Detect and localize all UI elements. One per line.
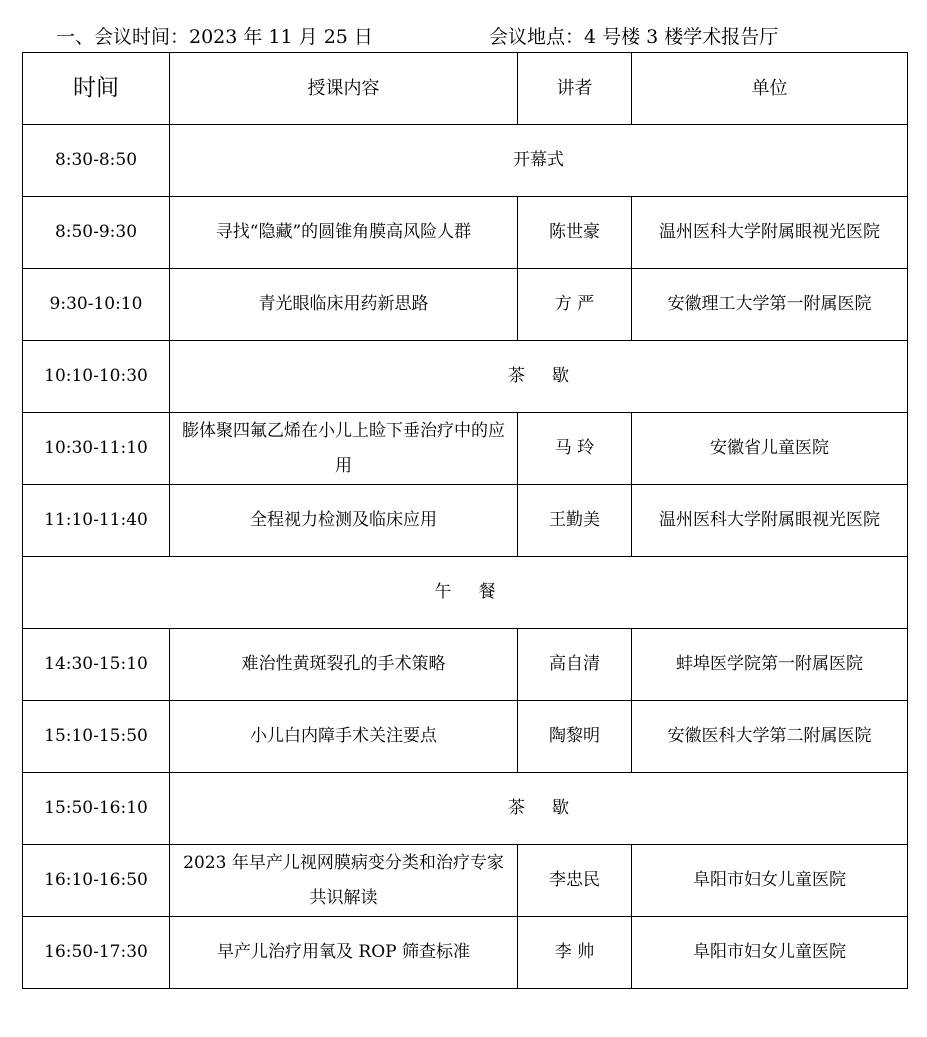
speaker-cell: 陶黎明 [518, 701, 632, 773]
column-header-topic: 授课内容 [170, 53, 518, 125]
time-cell: 16:50-17:30 [23, 917, 170, 989]
time-cell: 16:10-16:50 [23, 845, 170, 917]
speaker-cell: 高自清 [518, 629, 632, 701]
table-row [23, 629, 908, 701]
speaker-cell: 李忠民 [518, 845, 632, 917]
table-row [23, 341, 908, 413]
unit-cell: 阜阳市妇女儿童医院 [632, 845, 908, 917]
table-row [23, 557, 908, 629]
speaker-cell: 王勤美 [518, 485, 632, 557]
topic-cell: 青光眼临床用药新思路 [170, 269, 518, 341]
speaker-cell: 李 帅 [518, 917, 632, 989]
time-cell: 15:50-16:10 [23, 773, 170, 845]
table-row [23, 413, 908, 485]
topic-cell: 寻找“隐藏”的圆锥角膜高风险人群 [170, 197, 518, 269]
topic-cell: 2023 年早产儿视网膜病变分类和治疗专家共识解读 [170, 845, 518, 917]
speaker-cell: 方 严 [518, 269, 632, 341]
time-cell: 15:10-15:50 [23, 701, 170, 773]
topic-cell: 小儿白内障手术关注要点 [170, 701, 518, 773]
topic-cell: 膨体聚四氟乙烯在小儿上睑下垂治疗中的应用 [170, 413, 518, 485]
time-cell: 14:30-15:10 [23, 629, 170, 701]
time-cell: 9:30-10:10 [23, 269, 170, 341]
topic-cell: 早产儿治疗用氧及 ROP 筛查标准 [170, 917, 518, 989]
speaker-cell: 马 玲 [518, 413, 632, 485]
schedule-table [22, 52, 908, 989]
table-row [23, 845, 908, 917]
time-cell: 8:50-9:30 [23, 197, 170, 269]
meeting-time: 一、会议时间：2023 年 11 月 25 日 [56, 26, 373, 48]
topic-cell: 难治性黄斑裂孔的手术策略 [170, 629, 518, 701]
table-row [23, 197, 908, 269]
session-label: 茶 歇 [170, 341, 908, 413]
session-label: 午 餐 [23, 557, 908, 629]
unit-cell: 温州医科大学附属眼视光医院 [632, 485, 908, 557]
table-row [23, 269, 908, 341]
table-row [23, 485, 908, 557]
unit-cell: 蚌埠医学院第一附属医院 [632, 629, 908, 701]
time-cell: 8:30-8:50 [23, 125, 170, 197]
column-header-unit: 单位 [632, 53, 908, 125]
column-header-speaker: 讲者 [518, 53, 632, 125]
session-label: 开幕式 [170, 125, 908, 197]
table-header-row [23, 53, 908, 125]
unit-cell: 阜阳市妇女儿童医院 [632, 917, 908, 989]
unit-cell: 温州医科大学附属眼视光医院 [632, 197, 908, 269]
table-row [23, 125, 908, 197]
topic-cell: 全程视力检测及临床应用 [170, 485, 518, 557]
column-header-time: 时间 [23, 53, 170, 125]
meeting-heading [56, 22, 916, 52]
unit-cell: 安徽医科大学第二附属医院 [632, 701, 908, 773]
time-cell: 10:10-10:30 [23, 341, 170, 413]
meeting-location: 会议地点：4 号楼 3 楼学术报告厅 [489, 26, 779, 48]
time-cell: 10:30-11:10 [23, 413, 170, 485]
session-label: 茶 歇 [170, 773, 908, 845]
table-row [23, 917, 908, 989]
unit-cell: 安徽理工大学第一附属医院 [632, 269, 908, 341]
speaker-cell: 陈世豪 [518, 197, 632, 269]
table-row [23, 701, 908, 773]
time-cell: 11:10-11:40 [23, 485, 170, 557]
unit-cell: 安徽省儿童医院 [632, 413, 908, 485]
table-row [23, 773, 908, 845]
